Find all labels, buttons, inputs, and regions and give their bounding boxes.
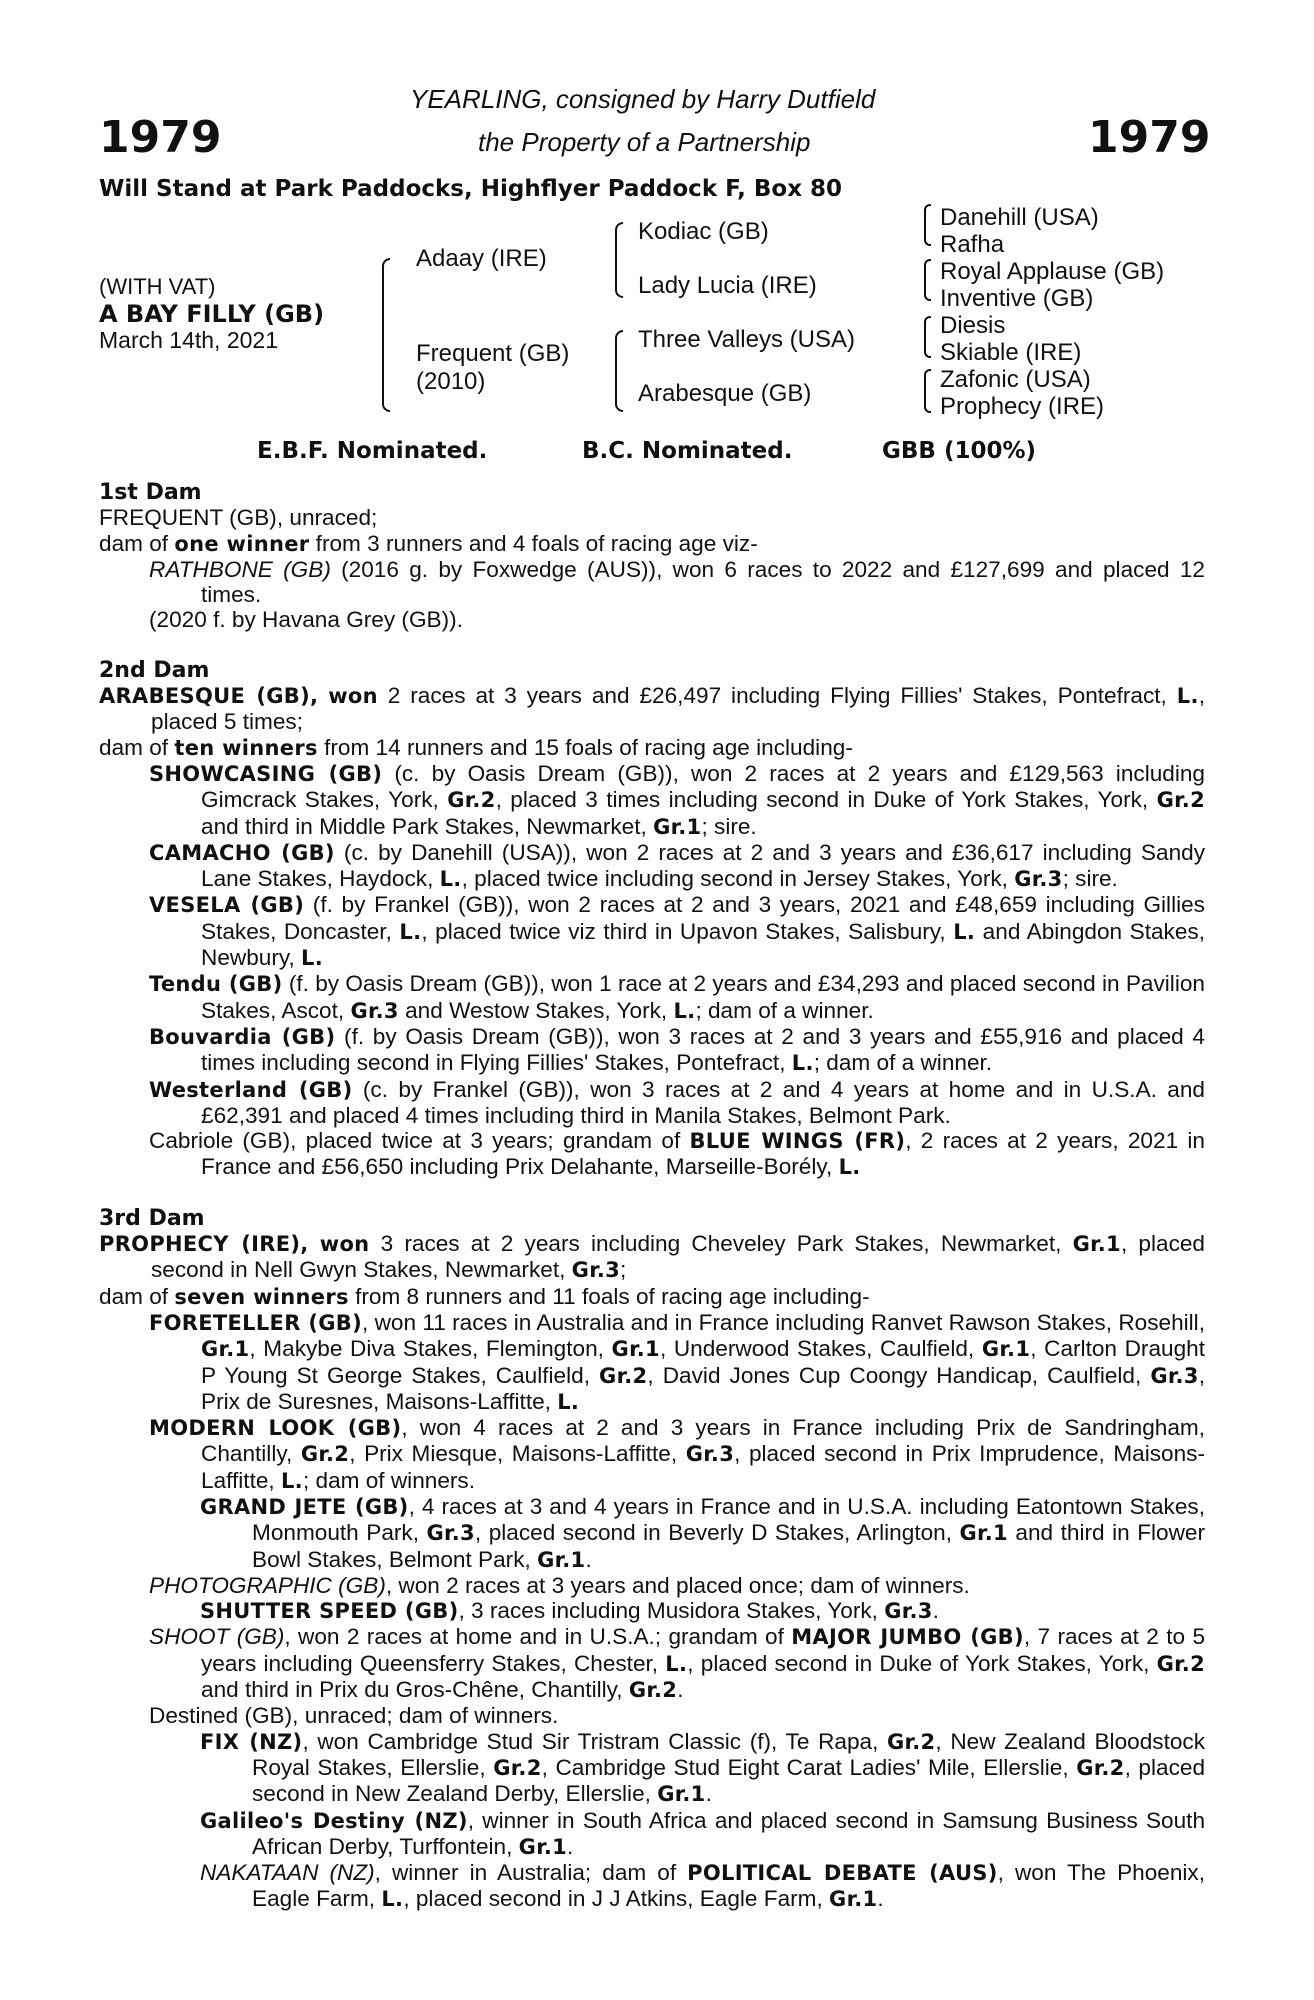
- ggs-2: Royal Applause (GB): [940, 258, 1165, 285]
- first-dam-name: FREQUENT (GB), unraced;: [99, 505, 378, 531]
- brace-sire: [615, 222, 623, 298]
- third-dam-record: dam of seven winners from 8 runners and 11 foals of racing age including-: [99, 1283, 870, 1309]
- produce-tendu: Tendu (GB) (f. by Oasis Dream (GB)), won 1 race at 2 years and £34,293 and placed second in Pavilion Stakes, Ascot, Gr.3 and Westow Stakes, York, L.; dam of a winner.: [149, 971, 1205, 1023]
- produce-cabriole: Cabriole (GB), placed twice at 3 years; grandam of BLUE WINGS (FR), 2 races at 2 years, 2021 in France and £56,650 including Prix Delahante, Marseille-Borély, L.: [149, 1128, 1205, 1180]
- brace-dd: [924, 369, 931, 413]
- produce-shoot: SHOOT (GB), won 2 races at home and in U.S.A.; grandam of MAJOR JUMBO (GB), 7 races at 2 to 5 years including Queensferry Stakes, Chester, L., placed second in Duke of York Stakes, York, Gr.2 and third in Prix du Gros-Chêne, Chantilly, Gr.2.: [149, 1624, 1206, 1703]
- produce-photographic: PHOTOGRAPHIC (GB), won 2 races at 3 years and placed once; dam of winners.: [149, 1572, 970, 1598]
- dam-sire: Three Valleys (USA): [638, 326, 855, 353]
- stand-location: Will Stand at Park Paddocks, Highflyer Paddock F, Box 80: [99, 176, 843, 202]
- ggs-3: Diesis: [940, 312, 1006, 339]
- produce-shutter-speed: SHUTTER SPEED (GB), 3 races including Musidora Stakes, York, Gr.3.: [200, 1598, 939, 1624]
- produce-grand-jete: GRAND JETE (GB), 4 races at 3 and 4 years in France and in U.S.A. including Eatontown Stakes, Monmouth Park, Gr.3, placed second in Beverly D Stakes, Arlington, Gr.1 and third in Flower Bowl Stakes, Belmont Park, Gr.1.: [200, 1493, 1205, 1572]
- produce-galileos-destiny: Galileo's Destiny (NZ), winner in South Africa and placed second in Samsung Business South African Derby, Turffontein, Gr.1.: [200, 1807, 1206, 1859]
- second-dam-name: ARABESQUE (GB), won 2 races at 3 years and £26,497 including Flying Fillies' Stakes, Pontefract, L., placed 5 times;: [99, 683, 1206, 735]
- dam-year: (2010): [416, 368, 486, 395]
- second-dam-record: dam of ten winners from 14 runners and 15 foals of racing age including-: [99, 734, 853, 760]
- ggs-4: Zafonic (USA): [940, 366, 1091, 393]
- third-dam-heading: 3rd Dam: [99, 1205, 205, 1231]
- ebf-nominated: E.B.F. Nominated.: [257, 438, 488, 464]
- brace-sd: [924, 259, 931, 301]
- property-line: the Property of a Partnership: [478, 127, 811, 157]
- produce-bouvardia: Bouvardia (GB) (f. by Oasis Dream (GB)), won 3 races at 2 and 3 years and £55,916 and placed 4 times including second in Flying Fillies' Stakes, Pontefract, L.; dam of a winner.: [149, 1023, 1205, 1076]
- ggd-1: Rafha: [940, 231, 1005, 258]
- first-dam-produce-1: RATHBONE (GB) (2016 g. by Foxwedge (AUS)), won 6 races to 2022 and £127,699 and placed 12 times.: [149, 556, 1205, 608]
- produce-fix: FIX (NZ), won Cambridge Stud Sir Tristram Classic (f), Te Rapa, Gr.2, New Zealand Bloodstock Royal Stakes, Ellerslie, Gr.2, Cambridge Stud Eight Carat Ladies' Mile, Ellerslie, Gr.2, placed second in New Zealand Derby, Ellerslie, Gr.1.: [200, 1728, 1206, 1807]
- brace-ds: [924, 316, 931, 358]
- brace-dam: [615, 330, 623, 412]
- ggs-1: Danehill (USA): [940, 204, 1099, 231]
- sire-sire: Kodiac (GB): [638, 218, 769, 245]
- sire-dam: Lady Lucia (IRE): [638, 272, 817, 299]
- consignment-line: YEARLING, consigned by Harry Dutfield: [410, 84, 876, 114]
- brace-main: [382, 258, 390, 412]
- date-of-birth: March 14th, 2021: [99, 327, 279, 353]
- bc-nominated: B.C. Nominated.: [582, 438, 793, 464]
- third-dam-name: PROPHECY (IRE), won 3 races at 2 years including Cheveley Park Stakes, Newmarket, Gr.1, placed second in Nell Gwyn Stakes, Newmarket, Gr.3;: [99, 1231, 1206, 1283]
- produce-destined: Destined (GB), unraced; dam of winners.: [149, 1703, 559, 1729]
- produce-camacho: CAMACHO (GB) (c. by Danehill (USA)), won 2 races at 2 and 3 years and £36,617 including Sandy Lane Stakes, Haydock, L., placed twice including second in Jersey Stakes, York, Gr.3; sire.: [149, 839, 1205, 892]
- produce-vesela: VESELA (GB) (f. by Frankel (GB)), won 2 races at 2 and 3 years, 2021 and £48,659 including Gillies Stakes, Doncaster, L., placed twice viz third in Upavon Stakes, Salisbury, L. and Abingdon Stakes, Newbury, L.: [149, 892, 1205, 971]
- ggd-4: Prophecy (IRE): [940, 393, 1105, 420]
- produce-modern-look: MODERN LOOK (GB), won 4 races at 2 and 3 years in France including Prix de Sandringham, Chantilly, Gr.2, Prix Miesque, Maisons-Laffitte, Gr.3, placed second in Prix Imprudence, Maisons-Laffitte, L.; dam of winners.: [149, 1415, 1206, 1493]
- gbb-status: GBB (100%): [882, 438, 1037, 464]
- lot-number-left: 1979: [99, 112, 222, 163]
- brace-ss: [924, 204, 931, 246]
- second-dam-heading: 2nd Dam: [99, 657, 210, 683]
- produce-nakataan: NAKATAAN (NZ), winner in Australia; dam of POLITICAL DEBATE (AUS), won The Phoenix, Eagle Farm, L., placed second in J J Atkins, Eagle Farm, Gr.1.: [200, 1860, 1205, 1912]
- produce-foreteller: FORETELLER (GB), won 11 races in Australia and in France including Ranvet Rawson Stakes, Rosehill, Gr.1, Makybe Diva Stakes, Flemington, Gr.1, Underwood Stakes, Caulfield, Gr.1, Carlton Draught P Young St George Stakes, Caulfield, Gr.2, David Jones Cup Coongy Handicap, Caulfield, Gr.3, Prix de Suresnes, Maisons-Laffitte, L.: [149, 1309, 1205, 1414]
- vat-note: (WITH VAT): [99, 274, 216, 299]
- ggd-3: Skiable (IRE): [940, 339, 1082, 366]
- first-dam-heading: 1st Dam: [99, 480, 202, 505]
- produce-westerland: Westerland (GB) (c. by Frankel (GB)), won 3 races at 2 and 4 years at home and in U.S.A. and £62,391 and placed 4 times including third in Manila Stakes, Belmont Park.: [149, 1076, 1206, 1128]
- first-dam-produce-2: (2020 f. by Havana Grey (GB)).: [149, 607, 463, 633]
- dam-dam: Arabesque (GB): [638, 380, 812, 407]
- catalogue-body: [99, 480, 1205, 1913]
- lot-number-right: 1979: [1088, 112, 1211, 163]
- produce-showcasing: SHOWCASING (GB) (c. by Oasis Dream (GB)), won 2 races at 2 years and £129,563 including Gimcrack Stakes, York, Gr.2, placed 3 times including second in Duke of York Stakes, York, Gr.2 and third in Middle Park Stakes, Newmarket, Gr.1; sire.: [149, 760, 1205, 839]
- sire: Adaay (IRE): [416, 245, 547, 272]
- ggd-2: Inventive (GB): [940, 285, 1094, 312]
- horse-name: A BAY FILLY (GB): [99, 300, 325, 328]
- first-dam-record: dam of one winner from 3 runners and 4 foals of racing age viz-: [99, 530, 758, 556]
- dam: Frequent (GB): [416, 340, 570, 367]
